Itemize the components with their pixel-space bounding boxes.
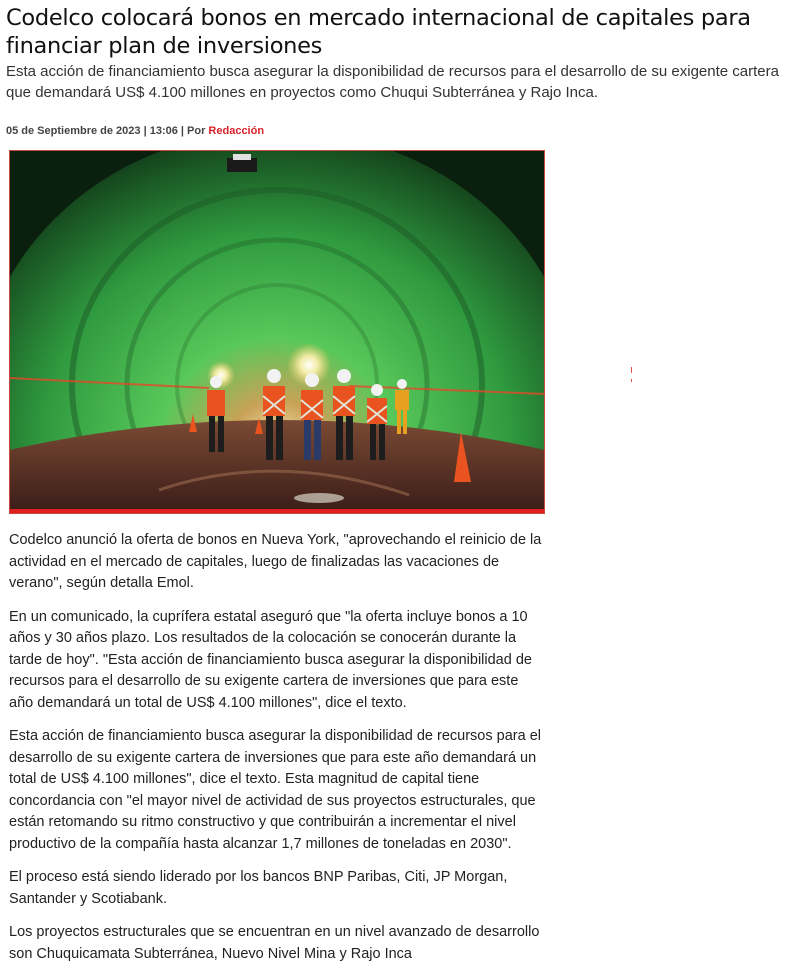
article-byline <box>6 125 264 137</box>
article-paragraph: El proceso está siendo liderado por los bancos BNP Paribas, Citi, JP Morgan, Santander y Scotiabank. <box>9 869 508 907</box>
author-link[interactable]: Redacción <box>208 125 265 137</box>
mining-tunnel-photo <box>9 150 545 514</box>
decorative-specks <box>629 365 635 395</box>
article-paragraph: Codelco anunció la oferta de bonos en Nueva York, "aprovechando el reinicio de la actividad en el mercado de capitales, luego de finalizadas las vacaciones de verano", según detalla Emol. <box>9 532 542 591</box>
article-paragraph: En un comunicado, la cuprífera estatal aseguró que "la oferta incluye bonos a 10 años y 30 años plazo. Los resultados de la colocación se conocerán durante la tarde de hoy". "Esta acción de financiamiento busca asegurar la disponibilidad de recursos para el desarrollo de su exigente cartera de inversiones que para este año demandará un total de US$ 4.100 millones", dice el texto. <box>9 608 532 711</box>
article-paragraph: Esta acción de financiamiento busca asegurar la disponibilidad de recursos para el desarrollo de su exigente cartera de inversiones que para este año demandará un total de US$ 4.100 millones", dice el texto. Esta magnitud de capital tiene concordancia con "el mayor nivel de actividad de sus proyectos estructurales, que están retomando su ritmo constructivo y que contribuirán a incrementar el nivel productivo de la compañía hasta alcanzar 1,7 millones de toneladas en 2030". <box>9 728 541 852</box>
article-subtitle: Esta acción de financiamiento busca asegurar la disponibilidad de recursos para el desarrollo de su exigente cartera que demandará US$ 4.100 millones en proyectos como Chuqui Subterránea y Rajo Inca. <box>6 63 779 101</box>
article-title: Codelco colocará bonos en mercado internacional de capitales para financiar plan de inversiones <box>6 5 751 59</box>
article-date: 05 de Septiembre de 2023 | 13:06 | Por <box>6 125 209 137</box>
article-paragraph: Los proyectos estructurales que se encuentran en un nivel avanzado de desarrollo son Chuquicamata Subterránea, Nuevo Nivel Mina y Rajo Inca <box>9 924 540 962</box>
article-body <box>9 530 545 977</box>
